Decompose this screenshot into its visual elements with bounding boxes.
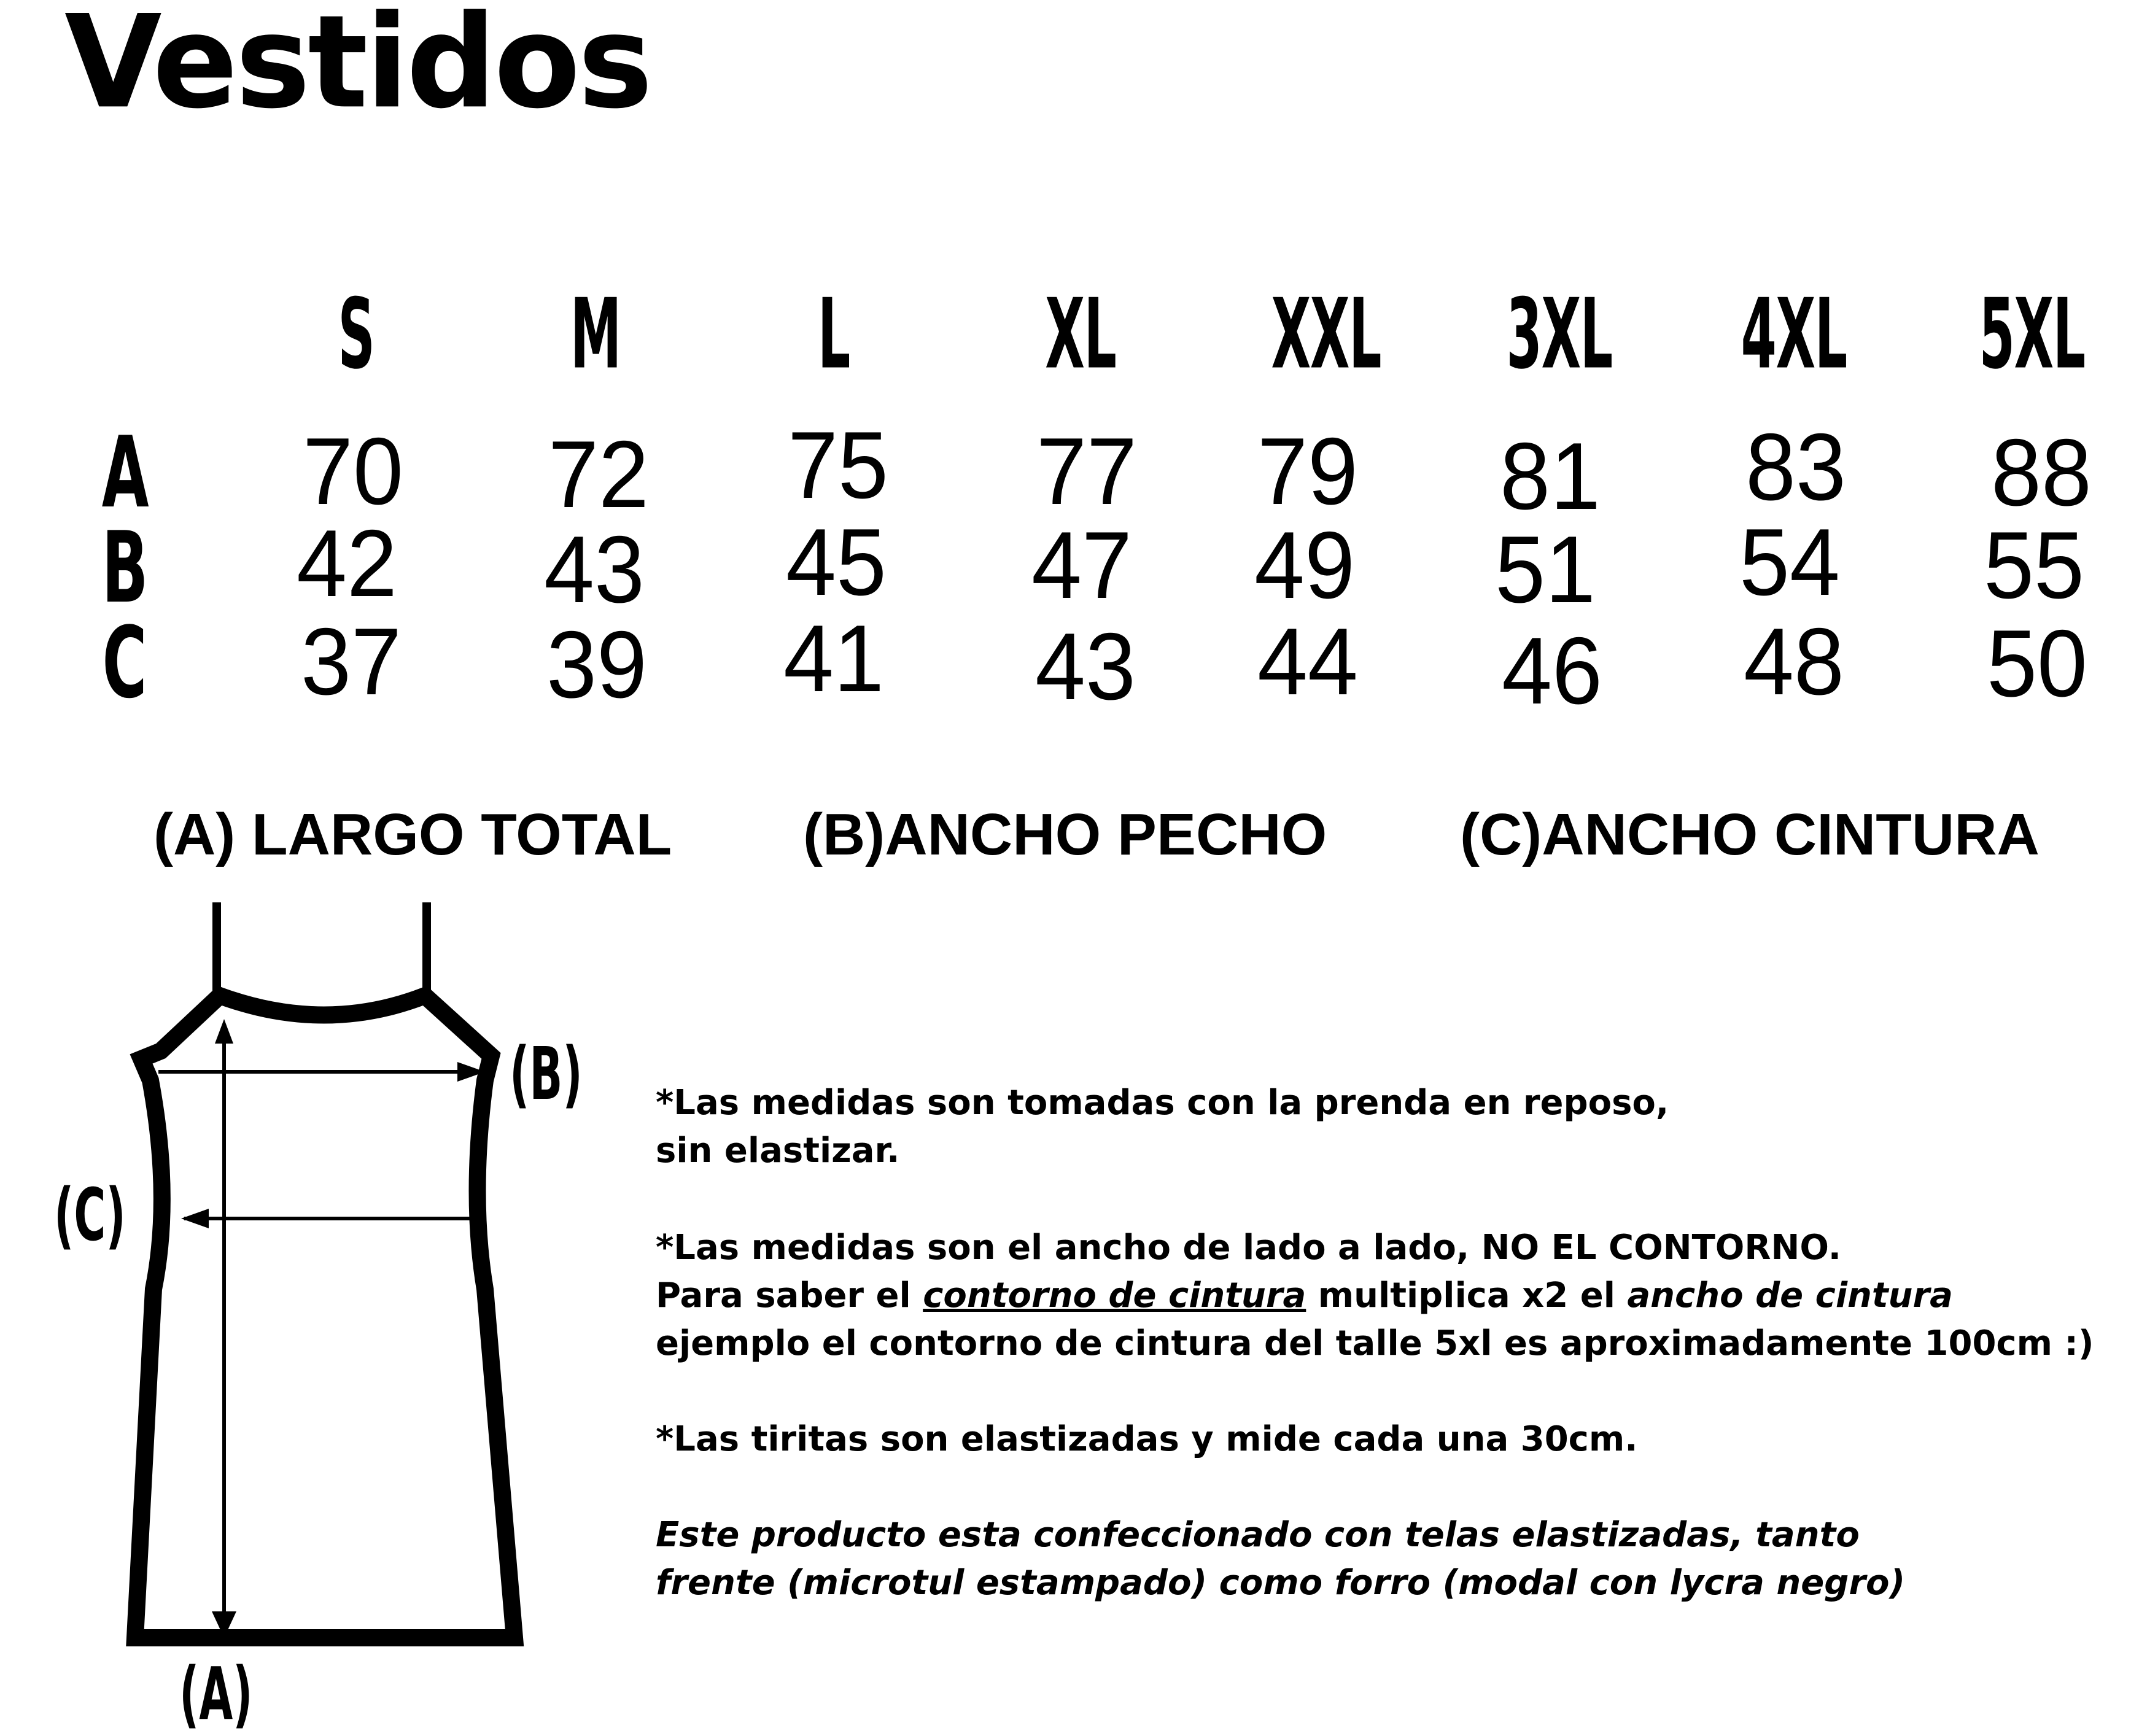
note-1-line-1: *Las medidas son tomadas con la prenda en reposo, (656, 1083, 1669, 1123)
row-label-c: C (102, 605, 147, 720)
size-header-xl: XL (1045, 278, 1116, 391)
note-4-line-1: Este producto esta confeccionado con telas elastizadas, tanto (656, 1515, 1860, 1555)
note-2-italic: ancho de cintura (1627, 1276, 1953, 1316)
diagram-label-c: (C) (54, 1172, 126, 1257)
size-header-5xl: 5XL (1979, 278, 2085, 391)
cell-a-5xl: 88 (1991, 419, 2092, 525)
legend-a: (A) LARGO TOTAL (153, 802, 672, 867)
cell-b-5xl: 55 (1984, 512, 2084, 618)
dress-diagram (0, 0, 675, 1726)
size-header-xxl: XXL (1271, 278, 1381, 391)
cell-c-s: 37 (301, 608, 402, 715)
note-4-line-2: frente (microtul estampado) como forro (modal con lycra negro) (656, 1563, 1906, 1603)
cell-a-4xl: 83 (1745, 414, 1846, 520)
note-1-line-2: sin elastizar. (656, 1131, 900, 1171)
dress-outline (135, 996, 514, 1638)
cell-c-5xl: 50 (1987, 610, 2087, 716)
note-2-line-1: *Las medidas son el ancho de lado a lado, NO EL CONTORNO. (656, 1228, 1842, 1268)
cell-a-m: 72 (548, 421, 649, 527)
note-2-line-3: ejemplo el contorno de cintura del talle 5xl es aproximadamente 100cm :) (656, 1323, 2094, 1363)
size-header-4xl: 4XL (1741, 278, 1847, 391)
size-header-s: S (338, 278, 375, 391)
size-header-m: M (570, 278, 621, 391)
page-title: Vestidos (64, 0, 651, 138)
note-2-line-2 (656, 1272, 2094, 1320)
cell-b-xl: 47 (1031, 512, 1132, 618)
cell-a-l: 75 (788, 412, 888, 518)
legend-c: (C)ANCHO CINTURA (1460, 802, 2040, 867)
size-header-3xl: 3XL (1506, 278, 1612, 391)
size-header-l: L (817, 278, 850, 391)
cell-b-l: 45 (786, 509, 887, 615)
cell-b-3xl: 51 (1495, 516, 1596, 622)
cell-b-xxl: 49 (1254, 512, 1355, 618)
diagram-label-b: (B) (510, 1031, 583, 1116)
length-arrow-top-head (215, 1019, 233, 1044)
notes-block (656, 1079, 2094, 1607)
diagram-label-a: (A) (179, 1651, 253, 1736)
row-label-b: B (101, 510, 149, 625)
cell-c-m: 39 (546, 611, 647, 718)
cell-a-xl: 77 (1036, 418, 1137, 524)
cell-b-m: 43 (544, 516, 645, 622)
cell-c-xl: 43 (1035, 613, 1136, 719)
note-2-text-a: Para saber el (656, 1276, 923, 1316)
legend-b: (B)ANCHO PECHO (803, 802, 1327, 867)
note-2-text-c: multiplica x2 el (1306, 1276, 1628, 1316)
waist-arrow-head (181, 1209, 209, 1228)
row-label-a: A (101, 415, 149, 530)
cell-a-s: 70 (303, 418, 403, 524)
cell-b-4xl: 54 (1739, 509, 1840, 615)
cell-a-3xl: 81 (1500, 423, 1601, 529)
cell-c-xxl: 44 (1257, 608, 1358, 715)
cell-a-xxl: 79 (1257, 418, 1358, 524)
cell-c-l: 41 (783, 605, 884, 711)
note-2-underlined: contorno de cintura (923, 1276, 1306, 1316)
note-3-line-1: *Las tiritas son elastizadas y mide cada una 30cm. (656, 1419, 1638, 1459)
cell-c-3xl: 46 (1502, 618, 1602, 724)
cell-b-s: 42 (297, 510, 397, 616)
cell-c-4xl: 48 (1744, 608, 1844, 715)
